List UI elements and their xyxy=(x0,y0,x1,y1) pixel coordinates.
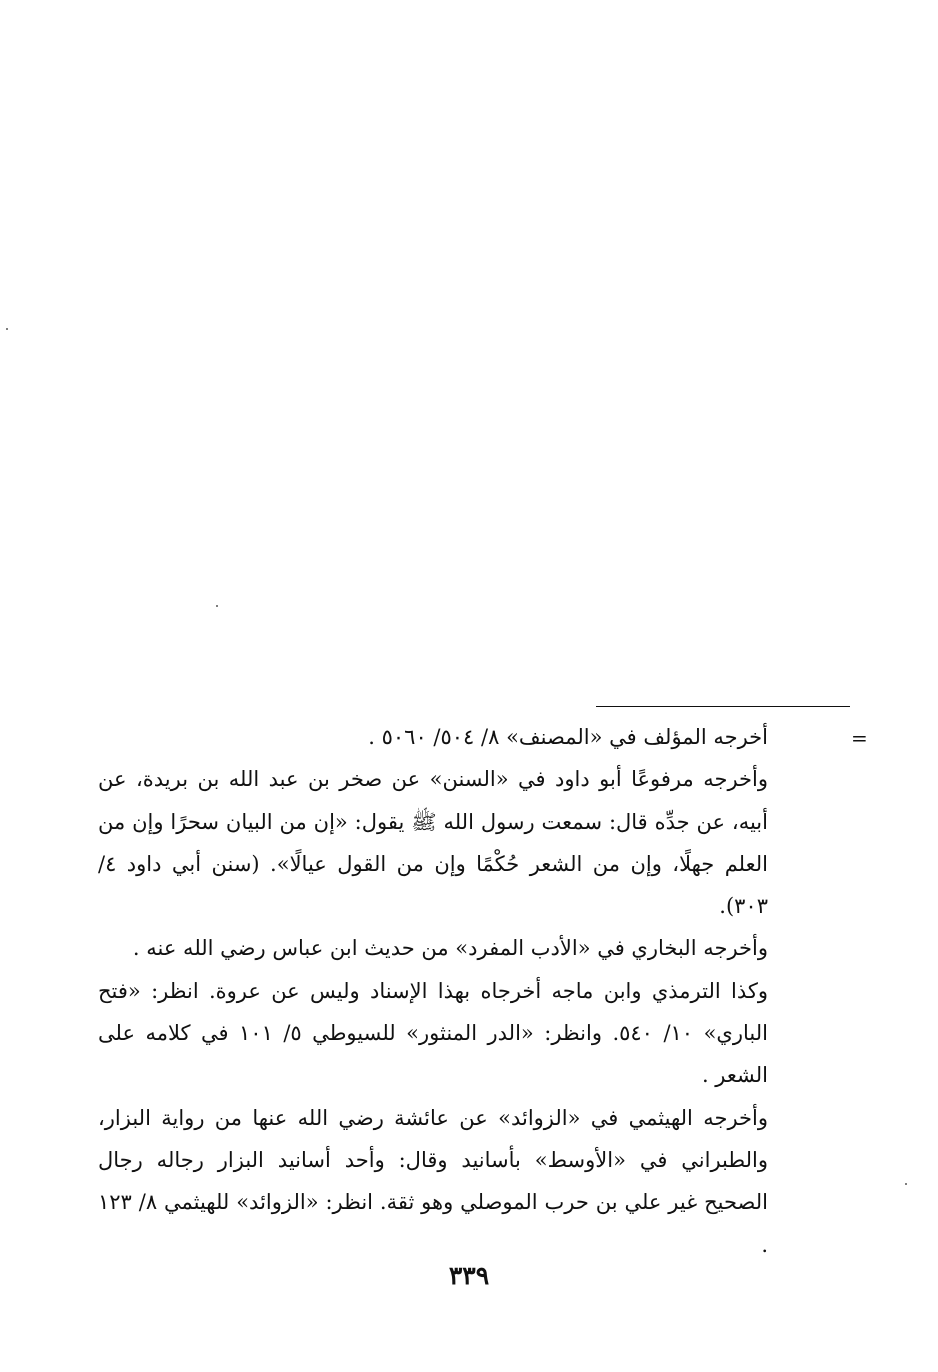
footnote-continuation-mark: = xyxy=(851,726,868,750)
footnote-separator-line xyxy=(596,706,850,707)
scan-speck xyxy=(6,328,8,330)
footnote-paragraph: وأخرجه البخاري في «الأدب المفرد» من حديث ابن عباس رضي الله عنه . xyxy=(132,936,768,961)
page-number: ٣٣٩ xyxy=(448,1261,490,1290)
footnote-paragraph: وكذا الترمذي وابن ماجه أخرجاه بهذا الإسناد وليس عن عروة. انظر: «فتح الباري» ١٠/ ٥٤٠. وانظر: «الدر المنثور» للسيوطي ٥/ ١٠١ في كلامه على الشعر . xyxy=(98,978,768,1088)
footnote-paragraph: وأخرجه مرفوعًا أبو داود في «السنن» عن صخر بن عبد الله بن بريدة، عن أبيه، عن جدِّه قال: سمعت رسول الله ﷺ يقول: «إن من البيان سحرًا وإن من العلم جهلًا، وإن من الشعر حُكْمًا وإن من القول عيالًا». (سنن أبي داود ٤/ ٣٠٣). xyxy=(98,767,768,919)
scan-speck xyxy=(216,605,218,607)
scan-speck xyxy=(905,1183,907,1185)
footnote-paragraph: أخرجه المؤلف في «المصنف» ٨/ ٥٠٤/ ٥٠٦٠ . xyxy=(368,725,768,749)
footnote-paragraph: وأخرجه الهيثمي في «الزوائد» عن عائشة رضي الله عنها من رواية البزار، والطبراني في «الأوسط» بأسانيد وقال: وأحد أسانيد البزار رجاله رجال الصحيح غير علي بن حرب الموصلي وهو ثقة. انظر: «الزوائد» للهيثمي ٨/ ١٢٣ . xyxy=(98,1105,768,1257)
footnotes-block xyxy=(98,716,768,1266)
